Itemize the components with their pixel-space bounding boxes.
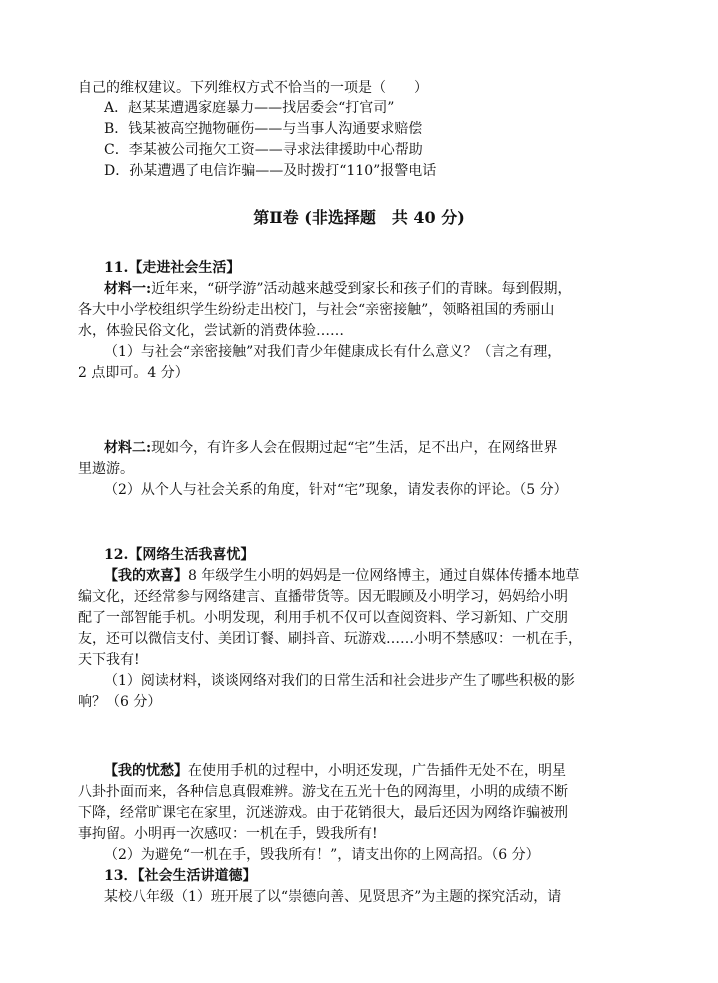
q10-option-a: A．赵某某遭遇家庭暴力——找居委会“打官司” [104, 100, 395, 116]
q12-subquestion-1: （1）阅读材料，谈谈网络对我们的日常生活和社会进步产生了哪些积极的影 [104, 673, 575, 689]
q11-subquestion-2: （2）从个人与社会关系的角度，针对“宅”现象，请发表你的评论。（5 分） [104, 482, 568, 498]
q11-material-2-line-2: 里遨游。 [78, 461, 134, 477]
q13-line-1: 某校八年级（1）班开展了以“崇德向善、见贤思齐”为主题的探究活动，请 [104, 889, 562, 905]
material-2-label: 材料二: [104, 440, 152, 456]
q11-material-1-line-1: 材料一:近年来，“研学游”活动越来越受到家长和孩子们的青睐。每到假期， [104, 281, 572, 297]
worry-label: 【我的忧愁】 [104, 763, 188, 779]
q10-option-c: C．李某被公司拖欠工资——寻求法律援助中心帮助 [104, 142, 423, 158]
section-title: 第Ⅱ卷 (非选择题 共 40 分) [253, 208, 465, 227]
q12-worry-line-1: 【我的忧愁】在使用手机的过程中，小明还发现，广告插件无处不在，明星 [104, 763, 566, 779]
joy-label: 【我的欢喜】 [104, 568, 188, 584]
q12-joy-line-2: 编文化，还经常参与网络建言、直播带货等。因无暇顾及小明学习，妈妈给小明 [78, 589, 568, 605]
q12-joy-line-4: 友，还可以微信支付、美团订餐、刷抖音、玩游戏……小明不禁感叹：一机在手， [78, 631, 582, 647]
q10-option-d: D．孙某遭遇了电信诈骗——及时拨打“110”报警电话 [104, 163, 437, 179]
q12-worry-line-3: 下降，经常旷课宅在家里，沉迷游戏。由于花销很大，最后还因为网络诈骗被刑 [78, 805, 568, 821]
q11-material-2-line-1: 材料二:现如今，有许多人会在假期过起“宅”生活，足不出户，在网络世界 [104, 440, 558, 456]
q10-option-b: B．钱某被高空抛物砸伤——与当事人沟通要求赔偿 [104, 121, 423, 137]
q12-joy-line-1: 【我的欢喜】8 年级学生小明的妈妈是一位网络博主，通过自媒体传播本地草 [104, 568, 580, 584]
q10-intro: 自己的维权建议。下列维权方式不恰当的一项是（ ） [78, 80, 428, 96]
q12-subquestion-1-line-2: 响？（6 分） [78, 694, 162, 710]
q13-heading: 13．【社会生活讲道德】 [104, 868, 257, 884]
q11-material-1-line-2: 各大中小学校组织学生纷纷走出校门，与社会“亲密接触”，领略祖国的秀丽山 [78, 302, 555, 318]
q11-subquestion-1: （1）与社会“亲密接触”对我们青少年健康成长有什么意义？（言之有理， [104, 344, 562, 360]
q12-worry-line-4: 事拘留。小明再一次感叹：一机在手，毁我所有! [78, 826, 378, 842]
q12-joy-line-3: 配了一部智能手机。小明发现，利用手机不仅可以查阅资料、学习新知、广交朋 [78, 610, 568, 626]
q12-joy-line-5: 天下我有! [78, 652, 140, 668]
q11-material-1-line-3: 水，体验民俗文化，尝试新的消费体验…… [78, 323, 344, 339]
q11-subquestion-1-line-2: 2 点即可。4 分） [78, 365, 189, 381]
q12-worry-line-2: 八卦扑面而来，各种信息真假难辨。游戈在五光十色的网海里，小明的成绩不断 [78, 784, 568, 800]
material-1-label: 材料一: [104, 281, 152, 297]
q12-subquestion-2: （2）为避免“一机在手，毁我所有！”，请支出你的上网高招。（6 分） [104, 847, 540, 863]
q11-heading: 11.【走进社会生活】 [104, 260, 241, 276]
q12-heading: 12.【网络生活我喜忧】 [104, 547, 255, 563]
